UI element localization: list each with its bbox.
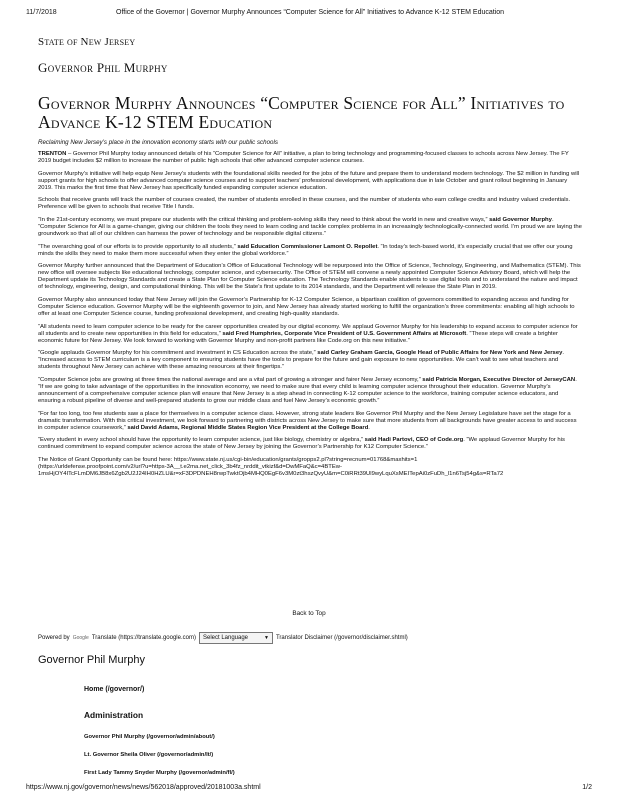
back-to-top-link[interactable]: Back to Top (292, 610, 326, 617)
footer-nav-governor[interactable]: Governor Phil Murphy (/governor/admin/about/) (84, 734, 215, 740)
paragraph-5: “The overarching goal of our efforts is to provide opportunity to all students,” said Education Commissioner Lamont O. Repollet. “In today’s tech-based world, it’s especially crucial that we offer our young minds the skills they need to make them more successful when they enter the global workforce.” (38, 243, 573, 257)
paragraph-7: Governor Murphy also announced today that New Jersey will join the Governor’s Partnership for K-12 Computer Science, a bipartisan coalition of governors committed to expanding access and funding for Computer Science education. Governor Murphy will be the eighteenth governor to join, and New Jersey has already started working to fulfill the organization’s three commitments: enabling all high schools to offer at least one Computer Science course, funding professional development, and creating high-quality standards. (38, 296, 575, 318)
paragraph-1: TRENTON – Governor Phil Murphy today announced details of his “Computer Science for All” initiative, a plan to bring technology and programming-focused classes to schools across New Jersey. The FY 2019 budget includes $2 million to increase the number of public high schools that offer advanced computer science courses. (38, 151, 569, 165)
governor-site-title-link[interactable]: Governor Phil Murphy (38, 60, 168, 75)
dateline: TRENTON (38, 151, 67, 157)
footer-nav-first-lady[interactable]: First Lady Tammy Snyder Murphy (/governor/admin/fl/) (84, 770, 235, 776)
print-date: 11/7/2018 (26, 9, 57, 16)
print-url: https://www.nj.gov/governor/news/news/562018/approved/20181003a.shtml (26, 784, 261, 791)
translator-disclaimer-link[interactable]: Translator Disclaimer (/governor/disclaimer.shtml) (275, 635, 408, 641)
footer-nav-administration: Administration (84, 710, 144, 720)
language-select[interactable] (199, 632, 273, 644)
print-header (26, 9, 592, 19)
translate-link[interactable]: Translate (https://translate.google.com) (91, 635, 196, 641)
grant-notice-url-2[interactable]: 1msHjOY4ITcFLmDM6JB8x6Zgb2U2J24IH0HZLU&r=xF3DPDNEH8rwpTwktOjb4MHQ0EgF6v3M0zt3hszQvyU&m=C0iRRt39Ul9wyLquXsMEITepAi0zFuDh_l1n6Tsj54g&s=RTa72 (38, 471, 504, 478)
footer-nav-home[interactable]: Home (/governor/) (84, 686, 145, 693)
paragraph-2: Governor Murphy’s initiative will help equip New Jersey’s students with the foundational skills needed for the jobs of the future and prepare them to understand modern technology. The $2 million in funding will support grants for high schools to offer advanced computer science courses and to support teachers’ professional development, with applications due in late October and grant rollout beginning in January 2019. This marks the first time that New Jersey has specifically funded expanding computer science education. (38, 170, 580, 191)
paragraph-3: Schools that receive grants will track the number of courses created, the number of students enrolled in these courses, and the number of students who earn college credits and industry valued credentials. Preference will be given to schools that receive Title I funds. (38, 197, 571, 211)
google-logo: Google (72, 635, 89, 641)
paragraph-grant-notice (38, 457, 582, 478)
paragraph-9: “Google applauds Governor Murphy for his commitment and investment in CS Education across the state,” said Carley Graham Garcia, Google Head of Public Affairs for New York and New Jersey. “Increased access to STEM curriculum is a key component to ensuring students have the tools to prepare for the future and gain exposure to new opportunities. We can’t wait to see what teachers and students throughout New Jersey can achieve with these amazing resources at their fingertips.” (38, 350, 565, 371)
footer-nav-lt-governor[interactable]: Lt. Governor Sheila Oliver (/governor/admin/lt/) (84, 752, 214, 758)
translate-bar (38, 632, 408, 644)
language-select-value: Select Language (202, 635, 249, 641)
paragraph-10: “Computer Science jobs are growing at three times the national average and are a vital part of growing a stronger and fairer New Jersey economy,” said Patricia Morgan, Executive Director of JerseyCAN. “If we are going to take advantage of the opportunities in the innovation economy, we need to make sure that every child is learning computer science throughout their education. Governor Murphy’s announcement of a comprehensive computer science plan will ensure that New Jersey is a step ahead in connecting K-12 computer science to the workforce, training computer science educators, and ensuring a robust pipeline of diverse and well-prepared students to grow our middle class and fuel New Jersey’s economic growth.” (38, 376, 577, 405)
print-page-number: 1/2 (582, 784, 592, 791)
paragraph-4: “In the 21st-century economy, we must prepare our students with the critical thinking and problem-solving skills they need to think about the world in new and creative ways,” said Governor Murphy. “Computer Science for All is a game-changer, giving our children the tools they need to learn coding and tackle complex problems in an increasingly technologically-connected world. I’m proud we are laying the groundwork so that all of our children can harness the power of technology and be responsible digital citizens.” (38, 216, 582, 238)
article-headline: Governor Murphy Announces “Computer Science for All” Initiatives to Advance K-12 STEM Education (38, 93, 565, 132)
powered-by-label: Powered by (38, 635, 70, 641)
grant-notice-text[interactable]: The Notice of Grant Opportunity can be found here: https://www.state.nj.us/cgi-bin/education/grants/gropps2.pl?string=recnum=01768&maxhits=1 (38, 456, 418, 463)
article-subhead: Reclaiming New Jersey’s place in the innovation economy starts with our public schools (38, 139, 278, 146)
print-page-title: Office of the Governor | Governor Murphy Announces “Computer Science for All” Initiatives to Advance K-12 STEM Education (116, 9, 505, 16)
article (38, 94, 582, 484)
paragraph-12: “Every student in every school should have the opportunity to learn computer science, just like biology, chemistry or algebra,” said Hadi Partovi, CEO of Code.org. “We applaud Governor Murphy for his continued commitment to expand computer science across the state of New Jersey by joining the Governor’s Partnership for K12 Computer Science.” (38, 437, 565, 451)
paragraph-8: “All students need to learn computer science to be ready for the career opportunities created by our digital economy. We applaud Governor Murphy for his leadership to expand access to computer science for all students and to create new opportunities in this field for educators,” said Fred Humphries, Corporate Vice President of U.S. Government Affairs at Microsoft. “These steps will create a brighter economic future for New Jersey. We look forward to working with Governor Murphy and non-profit partners like Code.org on this new initiative.” (38, 323, 578, 344)
grant-notice-url-1[interactable]: (https://urldefense.proofpoint.com/v2/url?u=https-3A__t.e2ma.net_click_3b4fz_nrddit_vtkizf&d=DwMFaQ&c=4BTEw- (38, 463, 343, 470)
footer-governor-name: Governor Phil Murphy (38, 654, 145, 666)
print-footer (26, 784, 592, 794)
chevron-down-icon: ▼ (264, 635, 269, 641)
state-of-new-jersey-link[interactable]: State of New Jersey (38, 36, 136, 48)
paragraph-6: Governor Murphy further announced that the Department of Education’s Office of Educational Technology will be repurposed into the Office of Science, Technology, Engineering, and Mathematics (STEM). This new office will oversee subjects like educational technology, computer science, and cybersecurity. The Office of STEM will convene a newly appointed Computer Science Advisory Board, which will help the Department update its Technology Standards and create a State Plan for Computer Science education. The Technology Standards enable students to use digital tools and to understand the nature and impact of technology, engineering, design, and computational thinking. This will be the State’s first update to its 2014 standards, and the Department will release the State Plan in 2019. (38, 263, 581, 291)
article-body (38, 151, 582, 478)
paragraph-11: “For far too long, too few students saw a place for themselves in a computer science class. However, strong state leaders like Governor Phil Murphy and the New Jersey Legislature have set the stage for a dramatic transformation. With this critical investment, we look forward to partnering with districts across New Jersey to make sure that more students from all backgrounds have greater access to and success in computer science coursework,” said David Adams, Regional Middle States Region Vice President at the College Board. (38, 410, 577, 431)
